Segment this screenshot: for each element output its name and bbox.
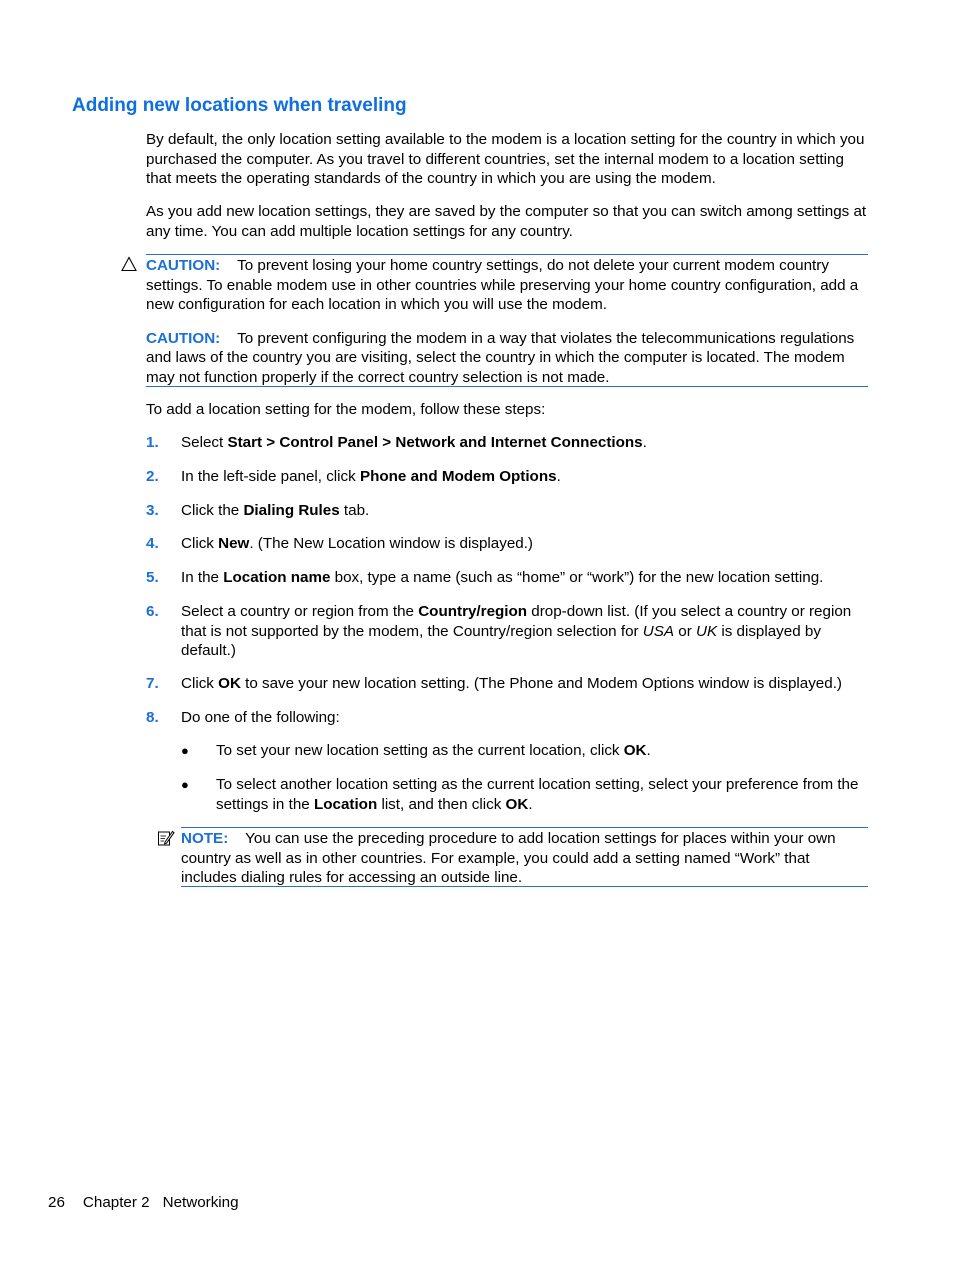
caution-label: CAUTION: — [146, 329, 221, 347]
note-label: NOTE: — [181, 830, 229, 847]
note-block — [181, 827, 868, 887]
step-number: 2. — [146, 468, 159, 485]
list-item — [146, 534, 868, 554]
caution-text: To prevent configuring the modem in a way that violates the telecommunications regulations and laws of the country you are visiting, select the country in which the computer is located. The modem may not function properly if the correct country selection is not made. — [146, 329, 855, 386]
bullet-text: To set your new location setting as the current location, click OK. — [216, 742, 651, 759]
list-item — [181, 775, 868, 814]
step-number: 1. — [146, 434, 159, 451]
chapter-label: Chapter 2 — [82, 1194, 150, 1211]
list-item — [146, 674, 868, 694]
list-item — [146, 467, 868, 487]
step-text: Select Start > Control Panel > Network and Internet Connections. — [181, 434, 647, 451]
page-number: 26 — [48, 1194, 65, 1211]
step-text: Click the Dialing Rules tab. — [181, 502, 370, 519]
step-number: 8. — [146, 709, 159, 726]
step-text: In the left-side panel, click Phone and Modem Options. — [181, 468, 561, 485]
step-text: Click OK to save your new location setting. (The Phone and Modem Options window is displayed.) — [181, 675, 842, 692]
caution-block — [146, 254, 868, 387]
step-text: Click New. (The New Location window is displayed.) — [181, 535, 533, 552]
step-number: 4. — [146, 535, 159, 552]
list-item — [181, 741, 868, 761]
chapter-title: Networking — [162, 1194, 239, 1211]
steps-intro: To add a location setting for the modem, follow these steps: — [146, 401, 546, 418]
section-heading: Adding new locations when traveling — [72, 95, 407, 116]
bullet-icon: ● — [181, 777, 189, 792]
list-item — [146, 433, 868, 453]
step-number: 3. — [146, 502, 159, 519]
note-text: You can use the preceding procedure to add location settings for places within your own country as well as in other countries. For example, you could add a setting named “Work” that includes dialing rules for accessing an outside line. — [181, 830, 836, 886]
step-text: Select a country or region from the Country/region drop-down list. (If you select a country or region that is not supported by the modem, the Country/region selection for USA or UK is displayed by default.) — [181, 603, 852, 659]
step-number: 5. — [146, 569, 159, 586]
step-text: Do one of the following: — [181, 709, 340, 726]
list-item — [146, 602, 868, 661]
list-item — [146, 708, 868, 728]
list-item — [146, 568, 868, 588]
intro-paragraph-1: By default, the only location setting available to the modem is a location setting for the country in which you purchased the computer. As you travel to different countries, set the internal modem to a location setting that meets the operating standards of the country in which you are using the modem. — [146, 131, 865, 187]
step-number: 6. — [146, 603, 159, 620]
caution-triangle-icon — [121, 256, 137, 272]
note-pencil-icon — [157, 829, 175, 847]
page-footer — [48, 1193, 257, 1213]
step-text: In the Location name box, type a name (such as “home” or “work”) for the new location setting. — [181, 569, 824, 586]
caution-paragraph-2 — [146, 329, 868, 388]
caution-label: CAUTION: — [146, 257, 221, 274]
intro-paragraph-2: As you add new location settings, they are saved by the computer so that you can switch among settings at any time. You can add multiple location settings for any country. — [146, 203, 867, 240]
caution-paragraph-1 — [146, 256, 868, 315]
step-number: 7. — [146, 675, 159, 692]
bullet-icon: ● — [181, 743, 189, 758]
bullet-text: To select another location setting as the current location setting, select your preference from the settings in the Location list, and then click OK. — [216, 776, 859, 813]
caution-text: To prevent losing your home country settings, do not delete your current modem country settings. To enable modem use in other countries while preserving your home country configuration, add a new configuration for each location in which you will use the modem. — [146, 257, 859, 313]
note-paragraph — [181, 829, 868, 888]
list-item — [146, 501, 868, 521]
